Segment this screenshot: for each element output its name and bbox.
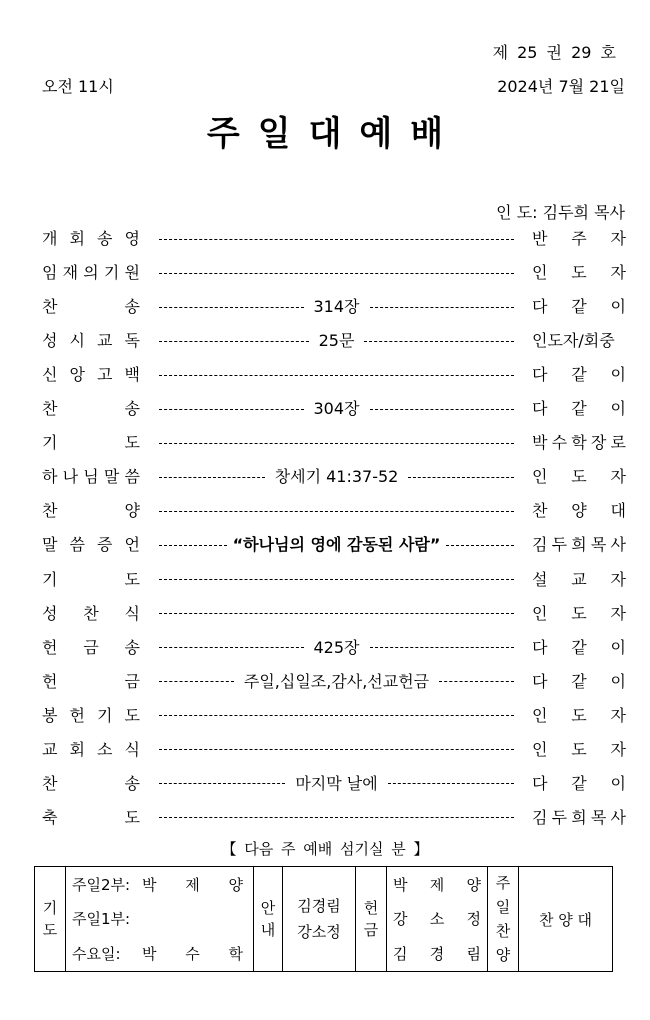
order-item-detail: 304장 xyxy=(313,399,360,419)
order-item-detail: 창세기 41:37-52 xyxy=(274,467,399,487)
order-item-label xyxy=(42,498,140,524)
label-char: 고 xyxy=(97,365,113,385)
label-char: 앙 xyxy=(69,365,85,385)
order-item-leader-line xyxy=(159,362,514,388)
label-char: 축 xyxy=(42,807,58,827)
order-item-label xyxy=(42,226,140,252)
order-item-detail: “하나님의 영에 감동된 사람” xyxy=(232,535,441,555)
name-char: 정 xyxy=(466,910,481,929)
order-row xyxy=(42,294,626,320)
label-char: 증 xyxy=(97,535,113,555)
label-char: 금 xyxy=(124,671,140,691)
dash-leader xyxy=(159,375,514,376)
offering-label-cell xyxy=(356,867,387,972)
person-char: 두 xyxy=(551,535,568,555)
person-char: 목 xyxy=(590,807,607,827)
offering-label-char: 헌 xyxy=(363,899,379,917)
label-char: 기 xyxy=(42,569,58,589)
order-item-detail: 25문 xyxy=(318,331,355,351)
prayer-person xyxy=(142,874,247,895)
order-row xyxy=(42,805,626,831)
dash-leader xyxy=(159,681,234,682)
order-item-leader-line xyxy=(159,669,514,695)
label-char: 도 xyxy=(124,569,140,589)
person-char: 다 xyxy=(532,773,548,793)
person-char: 교 xyxy=(571,569,587,589)
choir-name: 찬 양 대 xyxy=(538,910,592,929)
prayer-row xyxy=(72,908,247,929)
prayer-names-cell xyxy=(66,867,254,972)
label-char: 님 xyxy=(83,467,99,487)
order-item-person xyxy=(532,294,626,320)
dash-leader xyxy=(370,647,515,648)
person-char: 양 xyxy=(571,501,587,521)
choir-label-char: 일 xyxy=(495,898,511,916)
label-char: 찬 xyxy=(42,297,58,317)
order-row xyxy=(42,703,626,729)
order-item-label xyxy=(42,737,140,763)
label-char: 송 xyxy=(124,297,140,317)
usher-name: 강소정 xyxy=(297,923,341,941)
order-item-person xyxy=(532,669,626,695)
service-leader: 인 도: 김두희 목사 xyxy=(496,203,625,222)
order-item-leader-line xyxy=(159,464,514,490)
prayer-label-char: 도 xyxy=(42,921,58,939)
dash-leader xyxy=(159,409,304,410)
label-char: 성 xyxy=(42,603,58,623)
order-item-person xyxy=(532,328,626,354)
label-char: 송 xyxy=(97,229,113,248)
order-item-leader-line xyxy=(159,805,514,831)
name-char: 박 xyxy=(142,945,157,964)
person-char: 같 xyxy=(571,671,587,691)
person-char: 대 xyxy=(610,501,626,521)
person-char: 이 xyxy=(610,399,626,419)
order-item-leader-line xyxy=(159,498,514,524)
label-char: 헌 xyxy=(42,671,58,691)
prayer-row xyxy=(72,874,247,895)
label-char: 개 xyxy=(42,229,58,248)
label-char: 백 xyxy=(124,365,140,385)
name-char: 소 xyxy=(429,910,445,929)
name-char: 강 xyxy=(393,910,408,929)
order-item-label xyxy=(42,771,140,797)
order-row xyxy=(42,498,626,524)
usher-label-char: 내 xyxy=(260,921,276,939)
person-char: 설 xyxy=(532,569,548,589)
name-char: 제 xyxy=(429,875,445,894)
person-char: 장 xyxy=(590,433,607,453)
label-char: 교 xyxy=(97,331,113,351)
person-char: 희 xyxy=(571,807,587,827)
person-char: 박 xyxy=(532,433,548,453)
name-char: 제 xyxy=(185,875,200,894)
order-item-leader-line xyxy=(159,532,514,558)
label-char: 원 xyxy=(124,263,140,283)
person-char: 도 xyxy=(571,705,587,725)
dash-leader xyxy=(388,783,514,784)
label-char: 교 xyxy=(42,739,58,759)
prayer-row xyxy=(72,943,247,964)
order-row xyxy=(42,669,626,695)
order-item-label xyxy=(42,567,140,593)
dash-leader xyxy=(159,239,514,240)
choir-name-cell xyxy=(519,867,613,972)
dash-leader xyxy=(159,647,304,648)
order-item-leader-line xyxy=(159,703,514,729)
name-char: 양 xyxy=(228,875,243,894)
offering-name xyxy=(393,908,481,929)
dash-leader xyxy=(159,443,514,444)
name-char: 학 xyxy=(228,945,243,964)
order-row xyxy=(42,737,626,763)
order-item-detail: 주일,십일조,감사,선교헌금 xyxy=(243,671,430,691)
order-item-person xyxy=(532,703,626,729)
order-item-label xyxy=(42,430,140,456)
order-item-person xyxy=(532,430,626,456)
name-char: 박 xyxy=(393,875,408,894)
label-char: 봉 xyxy=(42,705,58,725)
person-char: 김 xyxy=(532,535,548,555)
order-row xyxy=(42,396,626,422)
next-week-heading: 【 다음 주 예배 섬기실 분 】 xyxy=(221,840,429,858)
service-date: 2024년 7월 21일 xyxy=(497,77,625,96)
person-char: 도 xyxy=(571,739,587,759)
prayer-service: 수요일: xyxy=(72,945,121,964)
label-char: 독 xyxy=(124,331,140,351)
choir-label-char: 주 xyxy=(495,874,511,892)
person-char: 도 xyxy=(571,603,587,623)
order-item-person xyxy=(532,362,626,388)
dash-leader xyxy=(159,579,514,580)
dash-leader xyxy=(159,477,265,478)
person-char: 다 xyxy=(532,671,548,691)
label-char: 의 xyxy=(83,263,99,283)
label-char: 언 xyxy=(124,535,140,555)
label-char: 재 xyxy=(62,263,79,283)
order-item-label xyxy=(42,260,140,286)
order-item-label xyxy=(42,362,140,388)
order-item-label xyxy=(42,805,140,831)
person-char: 이 xyxy=(610,773,626,793)
order-item-leader-line xyxy=(159,430,514,456)
usher-names-cell xyxy=(283,867,356,972)
order-item-leader-line xyxy=(159,328,514,354)
person-char: 두 xyxy=(551,807,568,827)
order-item-label xyxy=(42,396,140,422)
person-char: 희 xyxy=(571,535,587,555)
order-item-label xyxy=(42,635,140,661)
dash-leader xyxy=(159,715,514,716)
person-char: 인 xyxy=(532,705,548,725)
label-char: 송 xyxy=(124,773,140,793)
dash-leader xyxy=(370,409,515,410)
order-item-label xyxy=(42,294,140,320)
order-row xyxy=(42,430,626,456)
order-row xyxy=(42,226,626,252)
choir-label-char: 양 xyxy=(495,946,511,964)
order-item-leader-line xyxy=(159,635,514,661)
person-char: 자 xyxy=(610,569,626,589)
offering-names-cell xyxy=(387,867,488,972)
order-row xyxy=(42,532,626,558)
label-char: 송 xyxy=(124,399,140,419)
label-char: 회 xyxy=(69,229,85,248)
label-char: 말 xyxy=(103,467,120,487)
offering-name xyxy=(393,943,481,964)
usher-label-char: 안 xyxy=(260,899,276,917)
order-row xyxy=(42,635,626,661)
person-char: 이 xyxy=(610,297,626,317)
person-char: 사 xyxy=(610,535,626,555)
order-item-leader-line xyxy=(159,567,514,593)
order-item-person xyxy=(532,498,626,524)
label-char: 헌 xyxy=(69,705,85,725)
label-char: 식 xyxy=(124,739,140,759)
dash-leader xyxy=(159,511,514,512)
order-item-person xyxy=(532,464,626,490)
dash-leader xyxy=(370,307,515,308)
dash-leader xyxy=(408,477,514,478)
dash-leader xyxy=(159,545,227,546)
prayer-person xyxy=(142,943,247,964)
label-char: 금 xyxy=(83,637,99,657)
label-char: 찬 xyxy=(42,399,58,419)
order-item-person xyxy=(532,226,626,252)
label-char: 기 xyxy=(103,263,120,283)
person-char: 같 xyxy=(571,637,587,657)
dash-leader xyxy=(159,273,514,274)
order-item-detail: 425장 xyxy=(313,637,360,657)
order-item-leader-line xyxy=(159,737,514,763)
person-char: 인 xyxy=(532,739,548,759)
person-char: 자 xyxy=(610,739,626,759)
label-char: 찬 xyxy=(42,773,58,793)
offering-label-char: 금 xyxy=(363,921,379,939)
page-title: 주일대예배 xyxy=(206,114,462,154)
label-char: 도 xyxy=(124,433,140,453)
order-item-leader-line xyxy=(159,601,514,627)
order-row xyxy=(42,362,626,388)
order-item-leader-line xyxy=(159,226,514,252)
label-char: 하 xyxy=(42,467,58,487)
label-char: 헌 xyxy=(42,637,58,657)
dash-leader xyxy=(159,307,304,308)
person-char: 자 xyxy=(610,263,626,283)
order-item-person xyxy=(532,737,626,763)
order-item-label xyxy=(42,464,140,490)
person-char: 주 xyxy=(571,229,587,248)
next-week-table xyxy=(34,866,613,972)
person-char: 다 xyxy=(532,365,548,385)
person-char: 다 xyxy=(532,399,548,419)
person-char: 같 xyxy=(571,399,587,419)
order-item-leader-line xyxy=(159,260,514,286)
name-char: 림 xyxy=(466,945,481,964)
order-item-leader-line xyxy=(159,396,514,422)
label-char: 도 xyxy=(124,705,140,725)
person-char: 자 xyxy=(610,705,626,725)
usher-name: 김경림 xyxy=(297,897,341,915)
label-char: 임 xyxy=(42,263,58,283)
person-char: 인도자/회중 xyxy=(532,331,615,351)
order-row xyxy=(42,601,626,627)
order-row xyxy=(42,464,626,490)
label-char: 양 xyxy=(124,501,140,521)
order-item-person xyxy=(532,635,626,661)
order-item-person xyxy=(532,567,626,593)
order-item-person xyxy=(532,260,626,286)
order-row xyxy=(42,771,626,797)
person-char: 같 xyxy=(571,297,587,317)
name-char: 경 xyxy=(429,945,445,964)
label-char: 씀 xyxy=(124,467,140,487)
usher-label-cell xyxy=(254,867,283,972)
dash-leader xyxy=(364,341,514,342)
order-item-label xyxy=(42,328,140,354)
label-char: 성 xyxy=(42,331,58,351)
order-row xyxy=(42,567,626,593)
person-char: 김 xyxy=(532,807,548,827)
person-char: 사 xyxy=(610,807,626,827)
person-char: 같 xyxy=(571,365,587,385)
label-char: 나 xyxy=(62,467,79,487)
prayer-person xyxy=(142,908,247,929)
person-char: 목 xyxy=(590,535,607,555)
person-char: 이 xyxy=(610,637,626,657)
label-char: 시 xyxy=(69,331,85,351)
order-item-label xyxy=(42,669,140,695)
person-char: 학 xyxy=(571,433,587,453)
order-item-person xyxy=(532,805,626,831)
order-item-person xyxy=(532,532,626,558)
dash-leader xyxy=(159,817,514,818)
prayer-label-cell xyxy=(35,867,66,972)
prayer-service: 주일2부: xyxy=(72,875,131,894)
label-char: 소 xyxy=(97,739,113,759)
name-char: 박 xyxy=(142,875,157,894)
order-item-person xyxy=(532,601,626,627)
order-row xyxy=(42,260,626,286)
order-item-person xyxy=(532,396,626,422)
person-char: 도 xyxy=(571,263,587,283)
order-item-leader-line xyxy=(159,294,514,320)
service-time: 오전 11시 xyxy=(42,77,114,96)
order-row xyxy=(42,328,626,354)
name-char: 김 xyxy=(393,945,408,964)
person-char: 인 xyxy=(532,467,548,487)
person-char: 이 xyxy=(610,671,626,691)
person-char: 자 xyxy=(610,467,626,487)
dash-leader xyxy=(159,783,285,784)
dash-leader xyxy=(159,613,514,614)
order-item-detail: 마지막 날에 xyxy=(295,773,378,793)
person-char: 로 xyxy=(610,433,626,453)
person-char: 인 xyxy=(532,263,548,283)
person-char: 같 xyxy=(571,773,587,793)
label-char: 신 xyxy=(42,365,58,385)
choir-label-char: 찬 xyxy=(495,922,511,940)
person-char: 이 xyxy=(610,365,626,385)
dash-leader xyxy=(446,545,514,546)
person-char: 인 xyxy=(532,603,548,623)
label-char: 영 xyxy=(124,229,140,248)
order-item-person xyxy=(532,771,626,797)
choir-label-cell xyxy=(488,867,519,972)
person-char: 다 xyxy=(532,297,548,317)
dash-leader xyxy=(159,749,514,750)
order-item-label xyxy=(42,532,140,558)
dash-leader xyxy=(439,681,514,682)
order-item-leader-line xyxy=(159,771,514,797)
order-item-label xyxy=(42,601,140,627)
label-char: 기 xyxy=(42,433,58,453)
label-char: 씀 xyxy=(69,535,85,555)
person-char: 자 xyxy=(610,603,626,623)
dash-leader xyxy=(159,341,309,342)
label-char: 식 xyxy=(124,603,140,623)
label-char: 송 xyxy=(124,637,140,657)
name-char: 양 xyxy=(466,875,481,894)
person-char: 찬 xyxy=(532,501,548,521)
label-char: 도 xyxy=(124,807,140,827)
label-char: 찬 xyxy=(83,603,99,623)
person-char: 반 xyxy=(532,229,548,248)
person-char: 수 xyxy=(551,433,568,453)
offering-name xyxy=(393,874,481,895)
issue-number: 제 25 권 29 호 xyxy=(492,43,616,62)
name-char: 수 xyxy=(185,945,200,964)
label-char: 말 xyxy=(42,535,58,555)
order-item-detail: 314장 xyxy=(313,297,360,317)
person-char: 다 xyxy=(532,637,548,657)
person-char: 도 xyxy=(571,467,587,487)
prayer-label-char: 기 xyxy=(42,899,58,917)
label-char: 기 xyxy=(97,705,113,725)
prayer-service: 주일1부: xyxy=(72,910,131,929)
label-char: 찬 xyxy=(42,501,58,521)
person-char: 자 xyxy=(610,229,626,248)
order-item-label xyxy=(42,703,140,729)
label-char: 회 xyxy=(69,739,85,759)
